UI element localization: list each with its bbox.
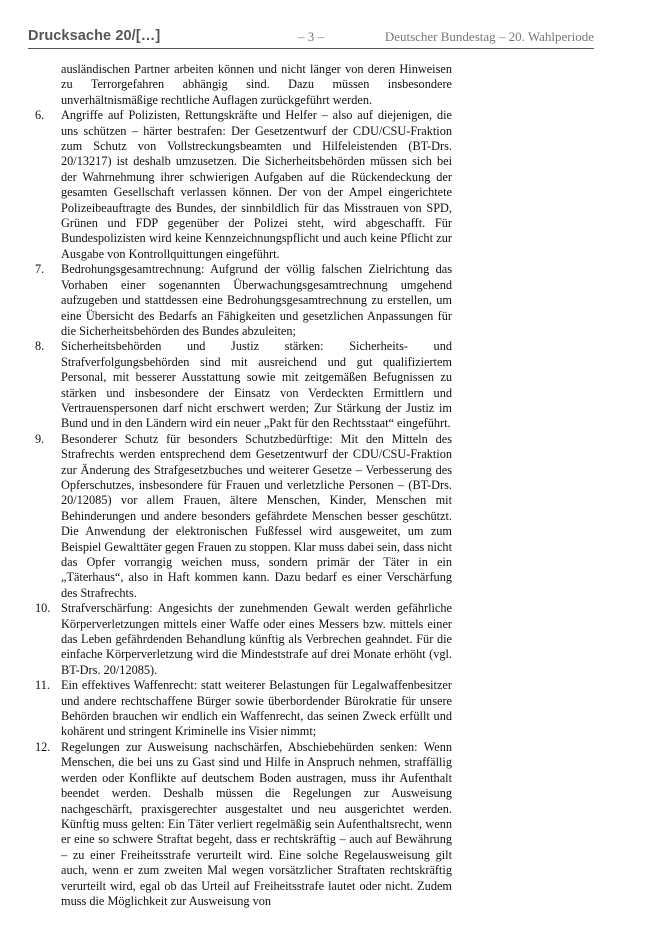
list-item-text: Besonderer Schutz für besonders Schutzbedürftige: Mit den Mitteln des Strafrechts werden entsprechend dem Gesetzentwurf der CDU/CSU-Fraktion zur Änderung des Strafgesetzbuches und weiterer Gesetze – Verbesserung des Opferschutzes, insbesondere für Frauen und verletzliche Personen – (BT-Drs. 20/12085) vor allem Frauen, ältere Menschen, Kinder, Menschen mit Behinderungen und andere besonders gefährdete Menschen besser geschützt. Die Anwendung der elektronischen Fußfessel wird ausgeweitet, um zum Beispiel Gewalttäter gegen Frauen zu stoppen. Klar muss dabei sein, dass nicht das Opfer vorrangig weichen muss, sondern primär der Täter in ein „Täterhaus“, also in Haft kommen kann. Dazu bedarf es einer Verschärfung des Strafrechts. [61,431,452,600]
list-item-text: Regelungen zur Ausweisung nachschärfen, Abschiebehürden senken: Wenn Menschen, die bei uns zu Gast sind und Hilfe in Anspruch nehmen, straffällig werden oder Konflikte auf deutschem Boden austragen, muss ihr Aufenthalt beendet werden. Deshalb müssen die Regelungen zur Ausweisung nachgeschärft, praxisgerechter ausgestaltet und neu ausgerichtet werden. Künftig muss gelten: Ein Täter verliert regelmäßig sein Aufenthaltsrecht, wenn er eine so schwere Straftat begeht, dass er rechtskräftig – auch auf Bewährung – zu einer Freiheitsstrafe verurteilt wird. Eine solche Regelausweisung gilt auch, wenn er zum zweiten Mal wegen vorsätzlicher Straftaten rechtskräftig verurteilt wird, egal ob das Urteil auf Freiheitsstrafe lautet oder nicht. Zudem muss die Möglichkeit zur Ausweisung von [61,739,452,908]
document-body [28,62,452,909]
list-item [28,108,452,262]
list-item [28,432,452,601]
list-item [28,339,452,431]
list-item-text: Bedrohungsgesamtrechnung: Aufgrund der völlig falschen Zielrichtung das Vorhaben einer sogenannten Überwachungsgesamtrechnung umgehend aufzugeben und stattdessen eine Bedrohungsgesamtrechnung zu erstellen, um eine Übersicht des Bedarfs an Fähigkeiten und gesetzlichen Anpassungen für die Sicherheitsbehörden des Bundes abzuleiten; [61,262,452,338]
list-item-number: 10. [35,601,51,616]
document-number: Drucksache 20/[…] [28,28,161,44]
list-item-text: Strafverschärfung: Angesichts der zunehmenden Gewalt werden gefährliche Körperverletzungen mittels einer Waffe oder eines Messers bzw. mittels einer das Leben gefährdenden Behandlung künftig als Verbrechen geahndet. Für die einfache Körperverletzung wird die Mindeststrafe auf drei Monate erhöht (vgl. BT-Drs. 20/12085). [61,601,452,677]
page-number: – 3 – [298,29,324,44]
list-item-number: 7. [35,262,45,277]
numbered-list [28,108,452,909]
list-item-text: Angriffe auf Polizisten, Rettungskräfte und Helfer – also auf diejenigen, die uns schützen – härter bestrafen: Der Gesetzentwurf der CDU/CSU-Fraktion zum Schutz von Vollstreckungsbeamten und Hilfeleistenden (BT-Drs. 20/13217) ist deshalb umzusetzen. Die Sicherheitsbehörden müssen sich bei der Wahrnehmung ihrer schwierigen Aufgaben auf die Rückendeckung der gesamten Gesellschaft verlassen können. Der von der Ampel eingerichtete Polizeibeauftragte des Bundes, der sinnbildlich für das Misstrauen von SPD, Grünen und FDP gegenüber der Polizei steht, wird abgeschafft. Für Bundespolizisten wird keine Kennzeichnungspflicht und auch keine Pflicht zur Ausgabe von Kontrollquittungen eingeführt. [61,108,452,261]
institution-label: Deutscher Bundestag – 20. Wahlperiode [384,29,594,44]
list-item-number: 11. [35,678,50,693]
list-item [28,601,452,678]
list-item [28,740,452,909]
list-item [28,678,452,740]
list-item [28,262,452,339]
list-item-number: 8. [35,339,45,354]
continuation-paragraph: ausländischen Partner arbeiten können und nicht länger von deren Hinweisen zu Terrorgefahren abhängig sind. Dazu müssen insbesondere unverhältnismäßige rechtliche Auflagen zurückgeführt werden. [61,62,452,107]
list-item-number: 6. [35,108,45,123]
page-header [28,28,594,49]
list-item-text: Sicherheitsbehörden und Justiz stärken: Sicherheits- und Strafverfolgungsbehörden sind mit ausreichend und gut qualifiziertem Personal, mit besserer Ausstattung sowie mit zeitgemäßen Befugnissen zu stärken und insbesondere der Einsatz von Verdeckten Ermittlern und Vertrauenspersonen darf nicht erschwert werden; Zur Stärkung der Justiz im Bund und in den Ländern wird ein neuer „Pakt für den Rechtsstaat“ eingeführt. [61,339,452,431]
list-item-text: Ein effektives Waffenrecht: statt weiterer Belastungen für Legalwaffenbesitzer und andere rechtschaffene Bürger sowie überbordender Bürokratie für unsere Behörden brauchen wir endlich ein Waffenrecht, das seinen Zweck erfüllt und kohärent und stringent Kriminelle ins Visier nimmt; [61,678,452,739]
list-item-number: 9. [35,431,45,446]
list-item-number: 12. [35,739,51,754]
